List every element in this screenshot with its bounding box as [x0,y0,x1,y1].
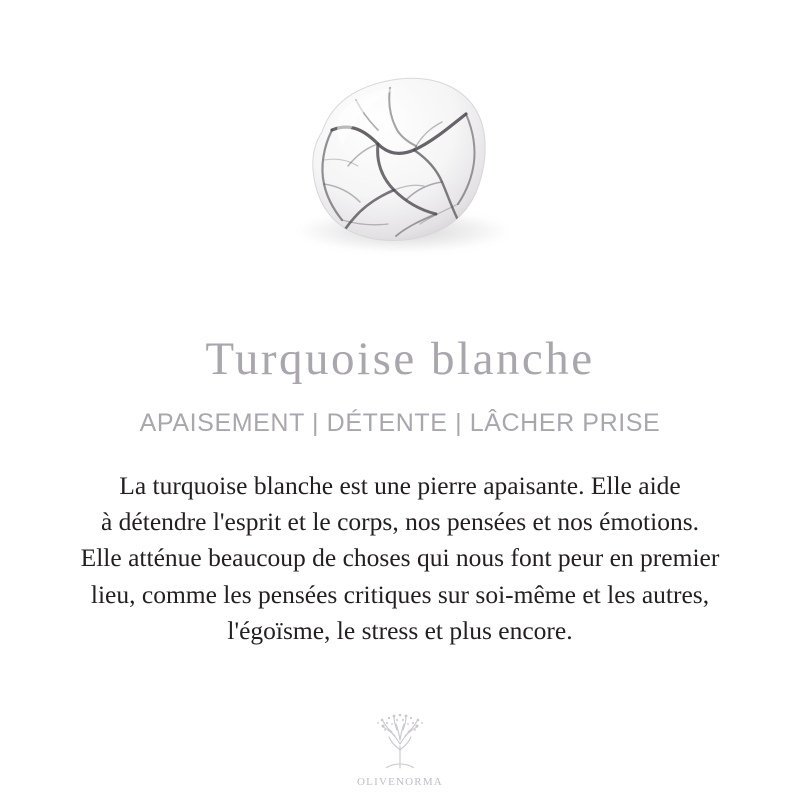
description-line: l'égoïsme, le stress et plus encore. [227,615,573,645]
brand-name: OLIVENORMA [357,776,443,788]
description-line: Elle atténue beaucoup de choses qui nous font peur en premier [80,543,720,573]
tree-of-life-icon [364,710,436,774]
stone-image-area [0,0,800,330]
description-line: à détendre l'esprit et le corps, nos pensées et nos émotions. [100,507,700,537]
description-block [20,438,780,649]
description-line: lieu, comme les pensées critiques sur soi-même et les autres, [90,579,710,609]
brand-logo [0,710,800,788]
page-title: Turquoise blanche [205,333,595,385]
keywords-line: APAISEMENT | DÉTENTE | LÂCHER PRISE [139,409,661,437]
description-line: La turquoise blanche est une pierre apaisante. Elle aide [119,471,681,500]
stone-illustration [280,70,520,260]
white-turquoise-stone-icon [280,70,520,260]
